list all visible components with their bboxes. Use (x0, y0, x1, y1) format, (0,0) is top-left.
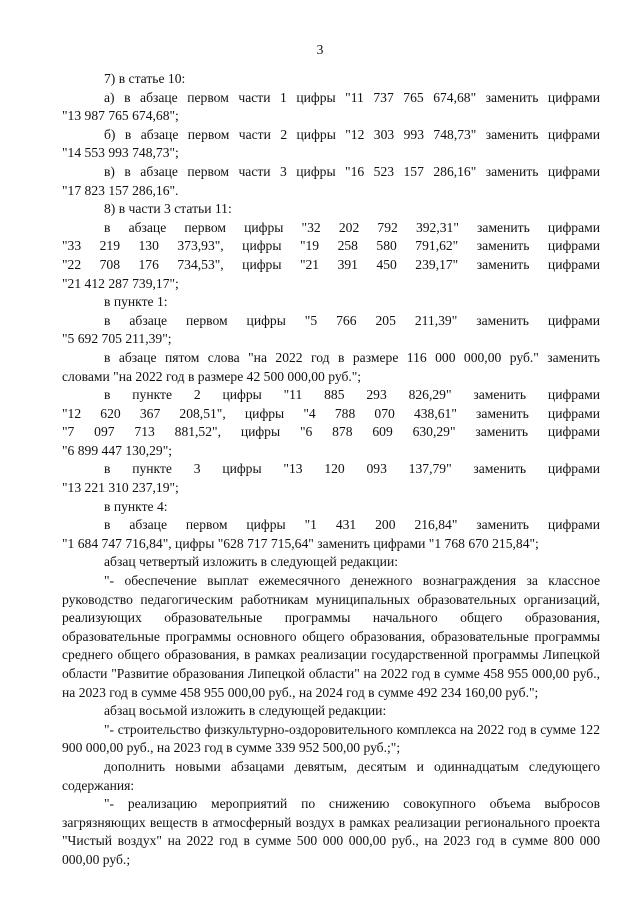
paragraph: абзац восьмой изложить в следующей редакции: (104, 703, 387, 719)
paragraph: словами "на 2022 год в размере 42 500 000,00 руб."; (62, 368, 362, 384)
paragraph: в пункте 2 цифры "11 885 293 826,29" заменить цифрами (104, 387, 600, 403)
paragraph: "5 692 705 211,39"; (62, 331, 172, 347)
paragraph: дополнить новыми абзацами девятым, десятым и одиннадцатым следующего содержания: (62, 758, 600, 793)
paragraph: в пункте 1: (104, 294, 168, 310)
paragraph: "- обеспечение выплат ежемесячного денежного вознаграждения за классное руководство педагогическим работникам муниципальных образовательных организаций, реализующих образовательные программы начального общего образования, образовательные программы основного общего образования, образовательные программы среднего общего образования, в рамках реализации государственной программы Липецкой области "Развитие образования Липецкой области" на 2022 год в сумме 458 955 000,00 руб., на 2023 год в сумме 458 955 000,00 руб., на 2024 год в сумме 492 234 160,00 руб."; (62, 573, 600, 700)
paragraph: в абзаце первом цифры "32 202 792 392,31" заменить цифрами (104, 219, 600, 235)
paragraph: "1 684 747 716,84", цифры "628 717 715,64" заменить цифрами "1 768 670 215,84"; (62, 535, 539, 551)
paragraph: "13 987 765 674,68"; (62, 108, 179, 124)
paragraph: "33 219 130 373,93", цифры "19 258 580 791,62" заменить цифрами (62, 238, 600, 254)
paragraph: "- строительство физкультурно-оздоровительного комплекса на 2022 год в сумме 122 900 000,00 руб., на 2023 год в сумме 339 952 500,00 руб.;"; (62, 721, 600, 756)
document-body (62, 70, 600, 870)
paragraph: б) в абзаце первом части 2 цифры "12 303 993 748,73" заменить цифрами (104, 126, 600, 142)
paragraph: 7) в статье 10: (104, 71, 186, 86)
paragraph: "13 221 310 237,19"; (62, 480, 179, 496)
paragraph: в пункте 4: (104, 498, 168, 514)
paragraph: абзац четвертый изложить в следующей редакции: (104, 554, 399, 570)
paragraph: в абзаце первом цифры "5 766 205 211,39" заменить цифрами (104, 312, 600, 328)
paragraph: 8) в части 3 статьи 11: (104, 201, 232, 217)
paragraph: а) в абзаце первом части 1 цифры "11 737 765 674,68" заменить цифрами (104, 89, 600, 105)
paragraph: "14 553 993 748,73"; (62, 145, 179, 161)
page-number: 3 (316, 42, 324, 57)
paragraph: в пункте 3 цифры "13 120 093 137,79" заменить цифрами (104, 461, 600, 477)
paragraph: в) в абзаце первом части 3 цифры "16 523 157 286,16" заменить цифрами (104, 163, 600, 179)
paragraph: "6 899 447 130,29"; (62, 442, 173, 458)
paragraph: "7 097 713 881,52", цифры "6 878 609 630,29" заменить цифрами (62, 424, 600, 440)
paragraph: "17 823 157 286,16". (62, 182, 179, 198)
paragraph: "- реализацию мероприятий по снижению совокупного объема выбросов загрязняющих веществ в атмосферный воздух в рамках реализации регионального проекта "Чистый воздух" на 2022 год в сумме 500 000 000,00 руб., на 2023 год в сумме 800 000 000,00 руб.; (62, 796, 600, 867)
paragraph: "22 708 176 734,53", цифры "21 391 450 239,17" заменить цифрами (62, 256, 600, 272)
paragraph: "12 620 367 208,51", цифры "4 788 070 438,61" заменить цифрами (62, 405, 600, 421)
paragraph: "21 412 287 739,17"; (62, 275, 179, 291)
paragraph: в абзаце пятом слова "на 2022 год в размере 116 000 000,00 руб." заменить (104, 349, 600, 365)
paragraph: в абзаце первом цифры "1 431 200 216,84" заменить цифрами (104, 517, 600, 533)
